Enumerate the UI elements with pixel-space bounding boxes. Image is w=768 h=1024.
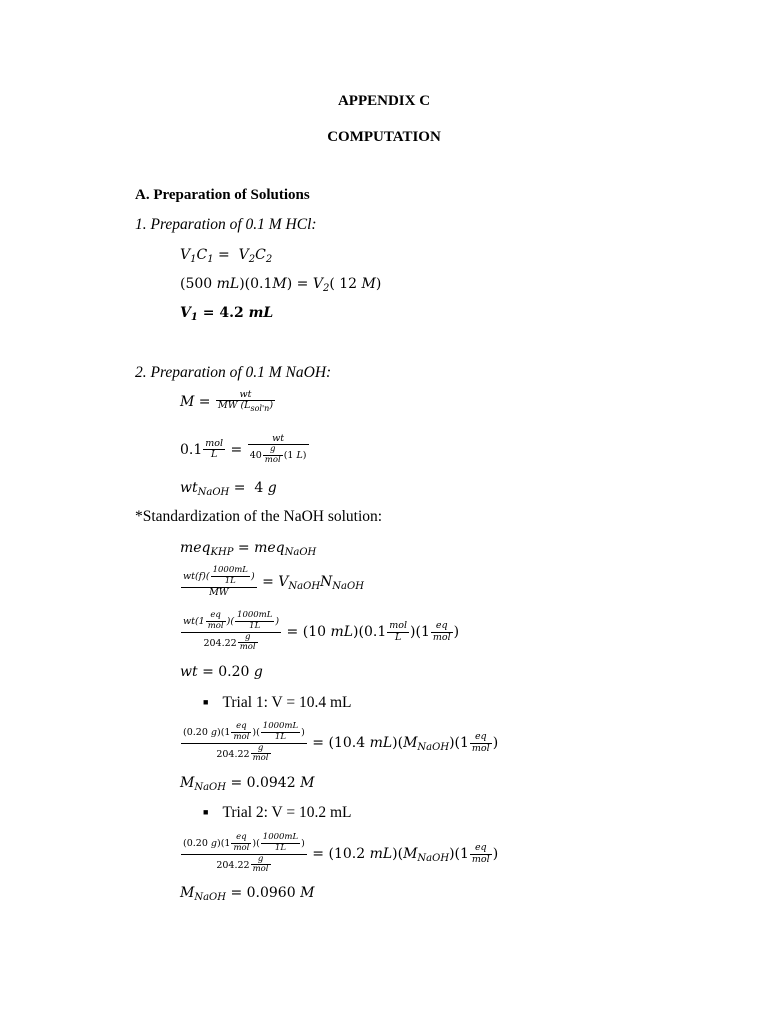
trial1-item (203, 694, 351, 712)
section-a-heading: A. Preparation of Solutions (135, 187, 310, 203)
page-subtitle: COMPUTATION (327, 129, 441, 145)
bullet-icon: ■ (203, 697, 209, 707)
part2-equation-3: $wt_{NaOH} = 4$ g (180, 480, 277, 498)
standardization-equation-2: wt(f)( $\frac{1000mL}{1L}$ ) MW = $V_{NaOH}N_{NaOH}$ (183, 565, 364, 598)
bullet-icon: ■ (203, 807, 209, 817)
part1-heading: 1. Preparation of 0.1 M HCl: (135, 216, 317, 233)
appendix-title: APPENDIX C (337, 93, 431, 109)
part1-equation-3: $V_1 = 4.2$ mL (180, 305, 274, 323)
standardization-equation-1: meq$_{KHP}$ = meq$_{NaOH}$ (180, 540, 317, 558)
standardization-equation-4: wt = 0.20 g (180, 664, 263, 680)
standardization-heading: *Standardization of the NaOH solution: (135, 508, 383, 525)
trial1-label: Trial 1: V = 10.4 mL (222, 694, 352, 711)
part2-equation-1: M = $\frac{wt}{MW (L_{sol'n})}$ (180, 389, 274, 414)
part1-equation-2: (500 $mL)(0.1M) = V_2$( 12 M) (180, 276, 382, 294)
trial2-item (203, 804, 351, 822)
part2-heading: 2. Preparation of 0.1 M NaOH: (135, 364, 332, 381)
part1-equation-1: $V_1C_1 = V_2C_2$ (180, 247, 273, 265)
standardization-equation-3: wt(1 $\frac{eq}{\text{mol}}$ )( $\frac{1000mL}{1L}$ ) 204.22 $\frac{g}{\text{mol}}$ = (10 mL)(0.1 $\frac{\text{mol}}{L}$ )(1 $\frac{eq}{\text{mol}}$ ) (183, 610, 460, 653)
part2-equation-2: 0.1 $\frac{\text{mol}}{L}$ = wt 40 $\frac{g}{\text{mol}}$ (1 L) (180, 433, 307, 466)
trial2-equation: (0.20 g)(1 $\frac{eq}{\text{mol}}$ )( $\frac{1000mL}{1L}$ ) 204.22 $\frac{g}{\text{mol}}$ = (10.2 $mL)(M_{NaOH})(1$ $\frac{eq}{\text{mol}}$ ) (183, 832, 499, 875)
trial1-equation: (0.20 g)(1 $\frac{eq}{\text{mol}}$ )( $\frac{1000mL}{1L}$ ) 204.22 $\frac{g}{\text{mol}}$ = (10.4 $mL)(M_{NaOH})(1$ $\frac{eq}{\text{mol}}$ ) (183, 721, 499, 764)
trial2-result: $M_{NaOH} = 0.0960$ M (180, 885, 315, 903)
trial2-label: Trial 2: V = 10.2 mL (222, 804, 352, 821)
trial1-result: $M_{NaOH} = 0.0942$ M (180, 775, 315, 793)
